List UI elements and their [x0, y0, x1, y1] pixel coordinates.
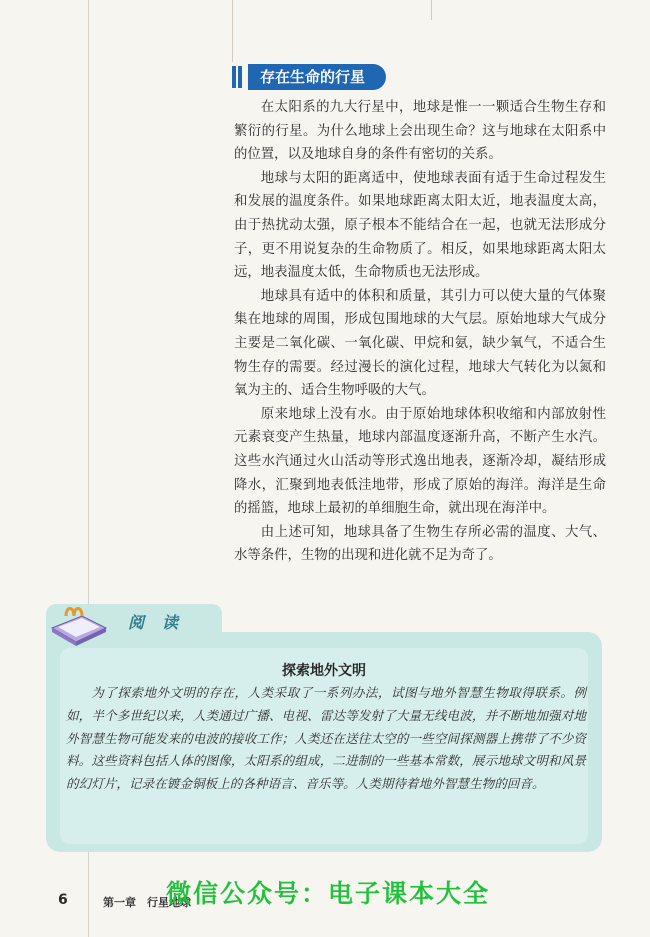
reading-text — [66, 682, 586, 796]
watermark: 微信公众号：电子课本大全 — [166, 879, 491, 908]
divider-line — [232, 0, 233, 62]
body-text — [234, 96, 606, 568]
divider-line — [431, 0, 432, 20]
reading-title: 探索地外文明 — [282, 663, 366, 679]
paragraph: 地球与太阳的距离适中，使地球表面有适于生命过程发生和发展的温度条件。如果地球距离太阳太近，地表温度太高，由于热扰动太强，原子根本不能结合在一起，也就无法形成分子，更不用说复杂的生命物质了。相反，如果地球距离太阳太远，地表温度太低，生命物质也无法形成。 — [234, 170, 606, 281]
reading-tab-label: 阅读 — [128, 613, 197, 632]
section-heading-text: 存在生命的行星 — [248, 64, 386, 90]
chapter-label: 第一章 行星地球 — [103, 896, 191, 909]
page-number: 6 — [58, 892, 68, 908]
heading-bars-icon — [232, 66, 246, 88]
paragraph: 在太阳系的九大行星中，地球是惟一一颗适合生物生存和繁衍的行星。为什么地球上会出现生命？这与地球在太阳系中的位置，以及地球自身的条件有密切的关系。 — [234, 100, 606, 163]
paragraph: 原来地球上没有水。由于原始地球体积收缩和内部放射性元素衰变产生热量，地球内部温度逐渐升高，不断产生水汽。这些水汽通过火山活动等形式逸出地表，逐渐冷却，凝结形成降水，汇聚到地表低洼地带，形成了原始的海洋。海洋是生命的摇篮，地球上最初的单细胞生命，就出现在海洋中。 — [234, 406, 606, 517]
paragraph: 地球具有适中的体积和质量，其引力可以使大量的气体聚集在地球的周围，形成包围地球的大气层。原始地球大气成分主要是二氧化碳、一氧化碳、甲烷和氨，缺少氧气，不适合生物生存的需要。经过漫长的演化过程，地球大气转化为以氮和氧为主的、适合生物呼吸的大气。 — [234, 288, 606, 399]
paragraph: 由上述可知，地球具备了生物生存所必需的温度、大气、水等条件，生物的出现和进化就不足为奇了。 — [234, 524, 606, 564]
reading-paragraph: 为了探索地外文明的存在，人类采取了一系列办法，试图与地外智慧生物取得联系。例如，半个多世纪以来，人类通过广播、电视、雷达等发射了大量无线电波，并不断地加强对地外智慧生物可能发来的电波的接收工作；人类还在送往太空的一些空间探测器上携带了不少资料。这些资料包括人体的图像，太阳系的组成，二进制的一些基本常数，展示地球文明和风景的幻灯片，记录在镀金铜板上的各种语言、音乐等。人类期待着地外智慧生物的回音。 — [66, 685, 586, 792]
section-heading — [232, 64, 392, 92]
book-icon — [48, 598, 110, 648]
